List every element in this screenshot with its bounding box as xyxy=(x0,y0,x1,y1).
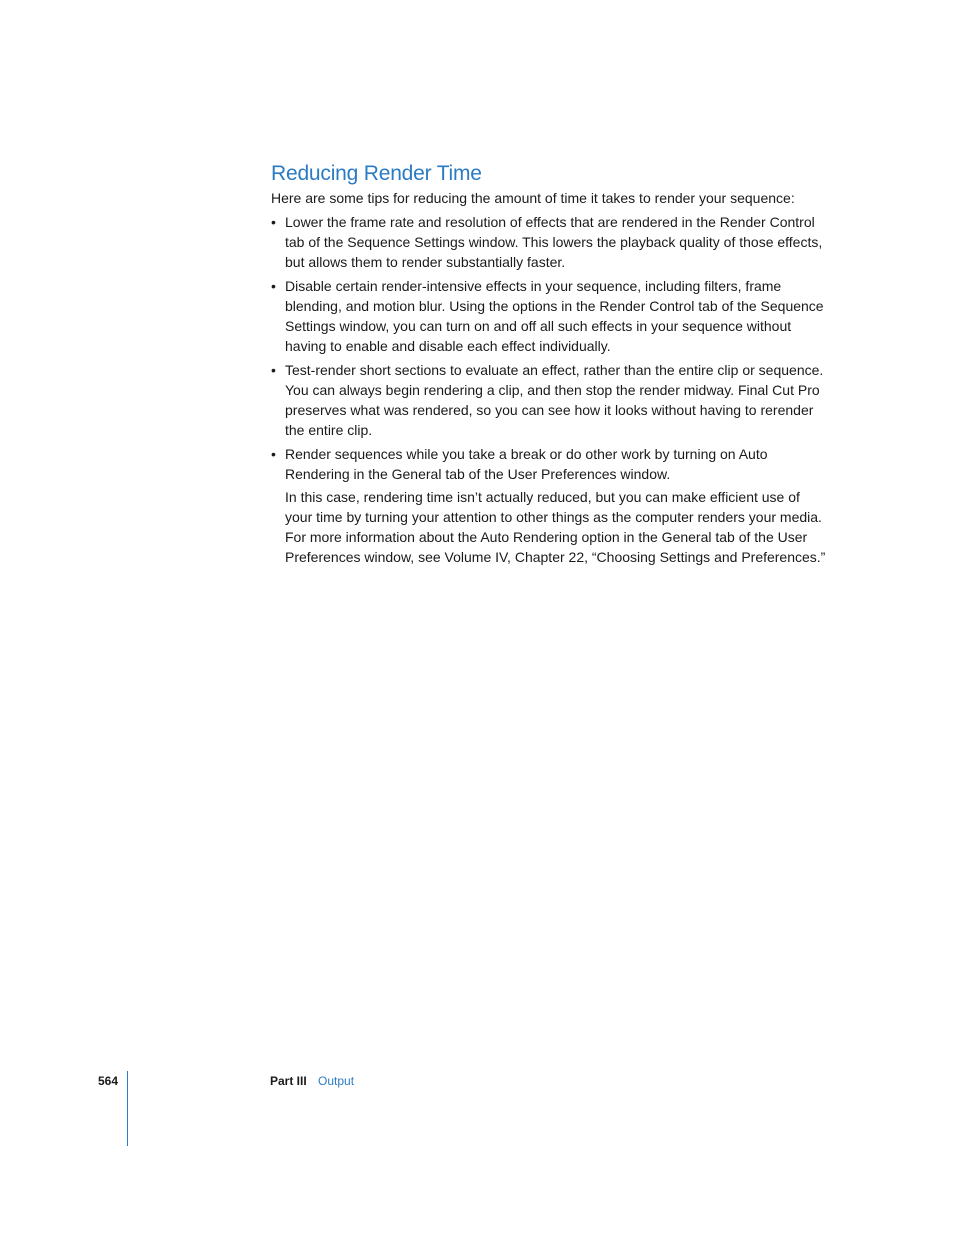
bullet-icon: • xyxy=(271,278,276,294)
tip-followup-paragraph: In this case, rendering time isn’t actually reduced, but you can make efficient use of your time by turning your attention to other things as the computer renders your media. For more information about the Auto Rendering option in the General tab of the User Preferences window, see Volume IV, Chapter 22, “Choosing Settings and Preferences.” xyxy=(285,489,826,565)
footer-divider xyxy=(127,1071,128,1146)
tip-item xyxy=(271,360,831,440)
tip-item xyxy=(271,276,831,356)
bullet-icon: • xyxy=(271,214,276,230)
intro-paragraph: Here are some tips for reducing the amount of time it takes to render your sequence: xyxy=(271,190,795,206)
tip-item xyxy=(271,212,831,272)
page-number: 564 xyxy=(98,1074,119,1088)
tips-list xyxy=(271,212,831,567)
section-heading: Reducing Render Time xyxy=(271,162,482,185)
main-content xyxy=(271,160,831,571)
tip-text: Test-render short sections to evaluate an effect, rather than the entire clip or sequence. You can always begin rendering a clip, and then stop the render midway. Final Cut Pro preserves what was rendered, so you can see how it looks without having to rerender the entire clip. xyxy=(285,362,824,438)
bullet-icon: • xyxy=(271,362,276,378)
part-label: Part III xyxy=(270,1074,307,1088)
section-link: Output xyxy=(318,1074,355,1088)
page-footer xyxy=(0,1071,954,1091)
tip-text: Render sequences while you take a break or do other work by turning on Auto Rendering in the General tab of the User Preferences window. xyxy=(285,446,768,482)
tip-item xyxy=(271,444,831,567)
bullet-icon: • xyxy=(271,446,276,462)
tip-text: Disable certain render-intensive effects in your sequence, including filters, frame blending, and motion blur. Using the options in the Render Control tab of the Sequence Settings window, you can turn on and off all such effects in your sequence without having to enable and disable each effect individually. xyxy=(285,278,824,354)
tip-text: Lower the frame rate and resolution of effects that are rendered in the Render Control tab of the Sequence Settings window. This lowers the playback quality of those effects, but allows them to render substantially faster. xyxy=(285,214,823,270)
